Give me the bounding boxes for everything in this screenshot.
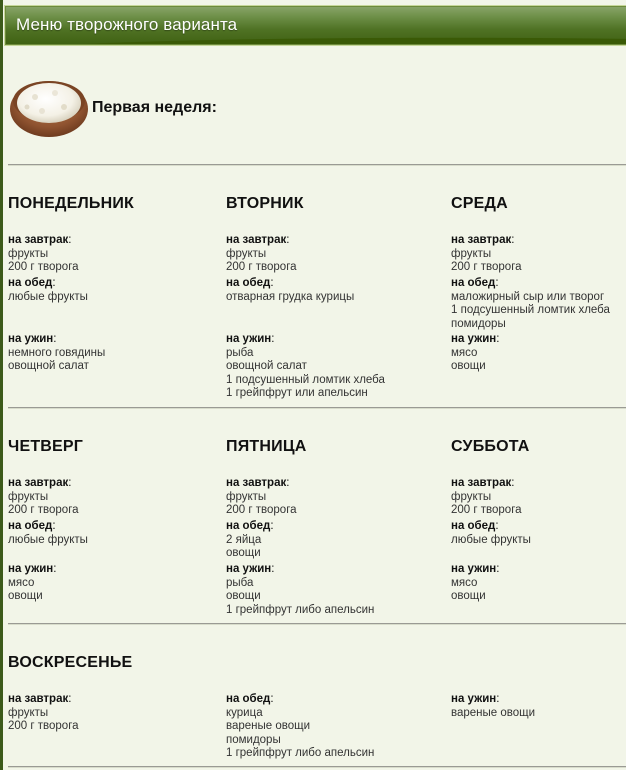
meal-item: мясо	[451, 576, 478, 589]
meal-item: овощи	[451, 360, 486, 372]
meal-dinner	[451, 333, 499, 374]
divider	[8, 623, 626, 625]
meal-item: 200 г творога	[8, 261, 79, 273]
meal-item: мясо	[8, 576, 35, 589]
meal-item: 1 подсушенный ломтик хлеба	[226, 373, 385, 386]
meal-item: рыба	[226, 576, 254, 589]
week-title: Первая неделя:	[92, 99, 217, 116]
meal-dinner	[226, 333, 385, 401]
day-sunday	[8, 653, 608, 763]
meal-item: фрукты	[451, 247, 492, 260]
meal-item: 200 г творога	[8, 720, 79, 732]
meal-item: фрукты	[8, 706, 49, 719]
meal-item: 200 г творога	[226, 261, 297, 273]
day-title: ВТОРНИК	[226, 195, 304, 212]
meal-label: на ужин:	[451, 333, 500, 345]
meal-breakfast	[451, 234, 522, 275]
meal-label: на обед:	[8, 277, 56, 289]
divider	[8, 407, 626, 409]
meal-label: на обед:	[226, 520, 274, 532]
meal-item: овощи	[8, 590, 43, 602]
meal-breakfast	[8, 234, 79, 275]
meal-breakfast	[451, 477, 522, 518]
meal-lunch	[226, 693, 374, 761]
meal-item: помидоры	[226, 733, 281, 746]
meal-lunch	[451, 520, 531, 547]
day-tuesday	[226, 194, 441, 404]
meal-label: на завтрак:	[8, 477, 72, 489]
day-saturday	[451, 437, 626, 617]
meal-breakfast	[8, 477, 79, 518]
meal-item: 200 г творога	[451, 261, 522, 273]
meal-item: вареные овощи	[451, 706, 536, 719]
meal-item: фрукты	[8, 490, 49, 503]
meal-item: курица	[226, 706, 263, 719]
meal-label: на обед:	[226, 693, 274, 705]
day-title: ПОНЕДЕЛЬНИК	[8, 195, 134, 212]
day-monday	[8, 194, 223, 384]
day-title: СРЕДА	[451, 195, 508, 212]
divider	[8, 766, 626, 768]
day-title: ВОСКРЕСЕНЬЕ	[8, 654, 133, 671]
section-header-bar	[4, 5, 626, 46]
meal-label: на обед:	[8, 520, 56, 532]
meal-label: на ужин:	[8, 563, 57, 575]
day-friday	[226, 437, 441, 622]
meal-breakfast	[226, 234, 297, 275]
meal-item: фрукты	[451, 490, 492, 503]
meal-label: на завтрак:	[8, 693, 72, 705]
meal-breakfast	[8, 693, 79, 734]
day-title: ЧЕТВЕРГ	[8, 438, 84, 455]
meal-item: 1 грейпфрут либо апельсин	[226, 747, 375, 759]
meal-label: на завтрак:	[226, 477, 290, 489]
meal-label: на обед:	[226, 277, 274, 289]
meal-item: вареные овощи	[226, 720, 311, 732]
meal-label: на завтрак:	[451, 234, 515, 246]
meal-item: немного говядины	[8, 346, 106, 359]
meal-item: маложирный сыр или творог	[451, 290, 605, 303]
day-wednesday	[451, 194, 626, 384]
meal-item: фрукты	[8, 247, 49, 260]
meal-dinner	[451, 693, 535, 720]
meal-item: овощи	[451, 590, 486, 602]
meal-item: 1 грейпфрут или апельсин	[226, 387, 368, 399]
meal-item: отварная грудка курицы	[226, 290, 355, 303]
meal-lunch	[8, 520, 88, 547]
section-title: Меню творожного варианта	[16, 15, 238, 34]
meal-item: 2 яйца	[226, 533, 262, 546]
page-left-border	[0, 0, 3, 770]
meal-item: фрукты	[226, 247, 267, 260]
divider	[8, 164, 626, 166]
day-title: ПЯТНИЦА	[226, 438, 307, 455]
meal-label: на завтрак:	[226, 234, 290, 246]
meal-item: фрукты	[226, 490, 267, 503]
meal-item: любые фрукты	[451, 533, 531, 546]
meal-dinner	[226, 563, 374, 617]
meal-lunch	[226, 277, 354, 304]
meal-label: на ужин:	[226, 563, 275, 575]
meal-label: на ужин:	[8, 333, 57, 345]
meal-item: 200 г творога	[8, 504, 79, 516]
day-title: СУББОТА	[451, 438, 530, 455]
meal-item: овощной салат	[226, 360, 307, 372]
meal-item: помидоры	[451, 317, 506, 330]
meal-item: овощи	[226, 590, 261, 602]
meal-lunch	[451, 277, 610, 331]
meal-item: 200 г творога	[226, 504, 297, 516]
meal-item: овощи	[226, 547, 261, 559]
cottage-cheese-bowl-icon	[9, 73, 89, 139]
meal-item: 1 грейпфрут либо апельсин	[226, 603, 375, 616]
meal-dinner	[451, 563, 499, 604]
meal-item: рыба	[226, 346, 254, 359]
meal-label: на ужин:	[226, 333, 275, 345]
meal-dinner	[8, 333, 105, 374]
meal-lunch	[226, 520, 274, 561]
meal-label: на обед:	[451, 520, 499, 532]
meal-dinner	[8, 563, 56, 604]
meal-item: любые фрукты	[8, 290, 88, 303]
meal-item: мясо	[451, 346, 478, 359]
meal-label: на обед:	[451, 277, 499, 289]
meal-item: 200 г творога	[451, 504, 522, 516]
meal-label: на ужин:	[451, 693, 500, 705]
meal-label: на завтрак:	[451, 477, 515, 489]
meal-item: 1 подсушенный ломтик хлеба	[451, 304, 610, 316]
meal-breakfast	[226, 477, 297, 518]
day-thursday	[8, 437, 223, 617]
meal-item: любые фрукты	[8, 533, 88, 546]
meal-label: на ужин:	[451, 563, 500, 575]
meal-label: на завтрак:	[8, 234, 72, 246]
meal-item: овощной салат	[8, 360, 89, 372]
meal-lunch	[8, 277, 88, 304]
